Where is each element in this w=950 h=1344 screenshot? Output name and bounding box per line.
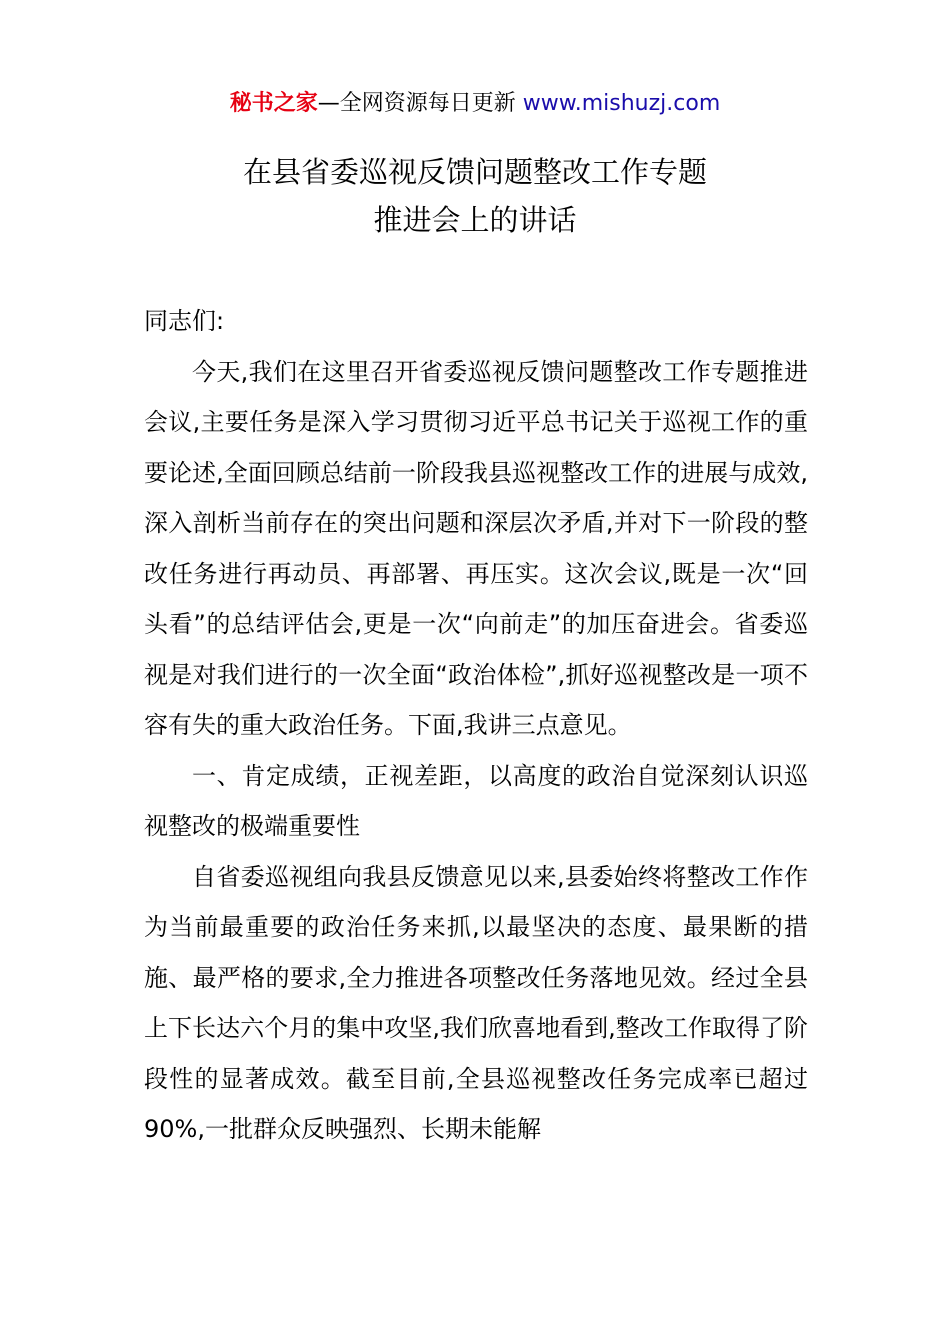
header-slogan: —全网资源每日更新 (317, 91, 516, 116)
paragraph-intro: 今天,我们在这里召开省委巡视反馈问题整改工作专题推进会议,主要任务是深入学习贯彻习近平总书记关于巡视工作的重要论述,全面回顾总结前一阶段我县巡视整改工作的进展与成效,深入剖析当前存在的突出问题和深层次矛盾,并对下一阶段的整改任务进行再动员、再部署、再压实。这次会议,既是一次“回头看”的总结评估会,更是一次“向前走”的加压奋进会。省委巡视是对我们进行的一次全面“政治体检”,抓好巡视整改是一项不容有失的重大政治任务。下面,我讲三点意见。 (144, 357, 808, 739)
section-heading-1: 一、肯定成绩，正视差距，以高度的政治自觉深刻认识巡视整改的极端重要性 (144, 761, 808, 840)
salutation: 同志们: (144, 307, 225, 335)
title-line-1: 在县省委巡视反馈问题整改工作专题 (242, 155, 707, 189)
site-url-link[interactable]: www.mishuzj.com (522, 91, 721, 116)
title-line-2: 推进会上的讲话 (373, 203, 577, 237)
paragraph-achievements: 自省委巡视组向我县反馈意见以来,县委始终将整改工作作为当前最重要的政治任务来抓,以最坚决的态度、最果断的措施、最严格的要求,全力推进各项整改任务落地见效。经过全县上下长达六个月的集中攻坚,我们欣喜地看到,整改工作取得了阶段性的显著成效。截至目前,全县巡视整改任务完成率已超过 90%,一批群众反映强烈、长期未能解 (144, 862, 808, 1143)
document-body (144, 296, 808, 1155)
site-header (0, 88, 950, 120)
brand-name: 秘书之家 (229, 91, 318, 116)
document-title (0, 148, 950, 244)
